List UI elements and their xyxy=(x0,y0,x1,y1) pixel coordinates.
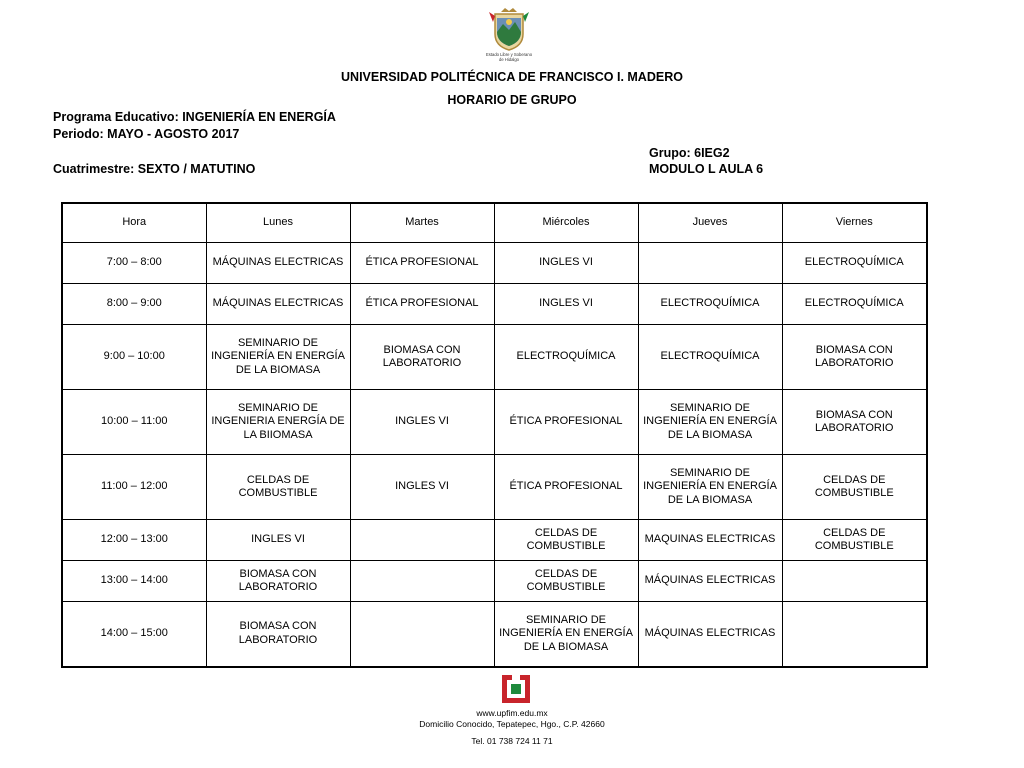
schedule-cell: INGLES VI xyxy=(350,455,494,520)
table-row xyxy=(62,602,927,667)
table-row xyxy=(62,561,927,602)
time-cell: 9:00 – 10:00 xyxy=(62,325,206,390)
table-row xyxy=(62,520,927,561)
schedule-cell: ELECTROQUÍMICA xyxy=(638,284,782,325)
schedule-cell: ELECTROQUÍMICA xyxy=(494,325,638,390)
schedule-cell: INGLES VI xyxy=(206,520,350,561)
time-cell: 12:00 – 13:00 xyxy=(62,520,206,561)
grupo: Grupo: 6IEG2 xyxy=(649,146,730,160)
cuatrimestre: Cuatrimestre: SEXTO / MATUTINO xyxy=(53,162,256,176)
schedule-cell: ELECTROQUÍMICA xyxy=(782,243,927,284)
schedule-cell: SEMINARIO DE INGENIERÍA EN ENERGÍA DE LA BIOMASA xyxy=(638,455,782,520)
schedule-cell: MÁQUINAS ELECTRICAS xyxy=(638,602,782,667)
schedule-cell: SEMINARIO DE INGENIERÍA EN ENERGÍA DE LA BIOMASA xyxy=(638,390,782,455)
schedule-cell: BIOMASA CON LABORATORIO xyxy=(206,561,350,602)
schedule-cell xyxy=(350,520,494,561)
university-logo xyxy=(500,673,532,705)
column-header-miercoles: Miércoles xyxy=(494,203,638,243)
table-row xyxy=(62,455,927,520)
time-cell: 10:00 – 11:00 xyxy=(62,390,206,455)
schedule-cell: SEMINARIO DE INGENIERÍA EN ENERGÍA DE LA BIOMASA xyxy=(206,325,350,390)
schedule-cell: INGLES VI xyxy=(494,243,638,284)
seal-text-line1: Estado Libre y Soberano xyxy=(485,52,533,57)
website-link[interactable]: www.upfim.edu.mx xyxy=(476,708,548,718)
schedule-cell: ELECTROQUÍMICA xyxy=(782,284,927,325)
document-title: HORARIO DE GRUPO xyxy=(447,93,577,107)
table-row xyxy=(62,243,927,284)
university-name: UNIVERSIDAD POLITÉCNICA DE FRANCISCO I. MADERO xyxy=(341,70,683,84)
schedule-cell: MÁQUINAS ELECTRICAS xyxy=(206,284,350,325)
schedule-cell: CELDAS DE COMBUSTIBLE xyxy=(782,455,927,520)
schedule-cell: INGLES VI xyxy=(350,390,494,455)
schedule-cell xyxy=(350,602,494,667)
schedule-cell: BIOMASA CON LABORATORIO xyxy=(206,602,350,667)
table-row xyxy=(62,284,927,325)
phone: Tel. 01 738 724 11 71 xyxy=(471,736,553,746)
schedule-cell xyxy=(350,561,494,602)
column-header-viernes: Viernes xyxy=(782,203,927,243)
schedule-cell xyxy=(782,602,927,667)
schedule-cell: CELDAS DE COMBUSTIBLE xyxy=(206,455,350,520)
state-seal-logo xyxy=(481,6,537,62)
address: Domicilio Conocido, Tepatepec, Hgo., C.P. 42660 xyxy=(419,719,605,729)
schedule-cell: ÉTICA PROFESIONAL xyxy=(350,243,494,284)
time-cell: 7:00 – 8:00 xyxy=(62,243,206,284)
time-cell: 14:00 – 15:00 xyxy=(62,602,206,667)
table-row xyxy=(62,390,927,455)
schedule-cell: BIOMASA CON LABORATORIO xyxy=(782,390,927,455)
column-header-jueves: Jueves xyxy=(638,203,782,243)
schedule-cell xyxy=(638,243,782,284)
schedule-cell: ÉTICA PROFESIONAL xyxy=(494,455,638,520)
schedule-cell: SEMINARIO DE INGENIERÍA EN ENERGÍA DE LA BIOMASA xyxy=(494,602,638,667)
column-header-lunes: Lunes xyxy=(206,203,350,243)
time-cell: 13:00 – 14:00 xyxy=(62,561,206,602)
seal-text-line2: de Hidalgo xyxy=(498,57,520,62)
schedule-cell: MÁQUINAS ELECTRICAS xyxy=(638,561,782,602)
schedule-table xyxy=(61,202,928,668)
schedule-cell: INGLES VI xyxy=(494,284,638,325)
schedule-cell: SEMINARIO DE INGENIERIA ENERGÍA DE LA BIIOMASA xyxy=(206,390,350,455)
column-header-hora: Hora xyxy=(62,203,206,243)
schedule-cell: CELDAS DE COMBUSTIBLE xyxy=(782,520,927,561)
modulo-aula: MODULO L AULA 6 xyxy=(649,162,764,176)
schedule-cell: BIOMASA CON LABORATORIO xyxy=(782,325,927,390)
time-cell: 8:00 – 9:00 xyxy=(62,284,206,325)
table-header-row xyxy=(62,203,927,243)
schedule-cell: MÁQUINAS ELECTRICAS xyxy=(206,243,350,284)
schedule-cell: CELDAS DE COMBUSTIBLE xyxy=(494,520,638,561)
schedule-cell: ÉTICA PROFESIONAL xyxy=(494,390,638,455)
time-cell: 11:00 – 12:00 xyxy=(62,455,206,520)
schedule-cell: BIOMASA CON LABORATORIO xyxy=(350,325,494,390)
periodo: Periodo: MAYO - AGOSTO 2017 xyxy=(53,127,240,141)
programa-educativo: Programa Educativo: INGENIERÍA EN ENERGÍA xyxy=(53,110,336,124)
schedule-cell: ÉTICA PROFESIONAL xyxy=(350,284,494,325)
schedule-cell: ELECTROQUÍMICA xyxy=(638,325,782,390)
schedule-cell: MAQUINAS ELECTRICAS xyxy=(638,520,782,561)
schedule-cell xyxy=(782,561,927,602)
schedule-cell: CELDAS DE COMBUSTIBLE xyxy=(494,561,638,602)
table-row xyxy=(62,325,927,390)
column-header-martes: Martes xyxy=(350,203,494,243)
